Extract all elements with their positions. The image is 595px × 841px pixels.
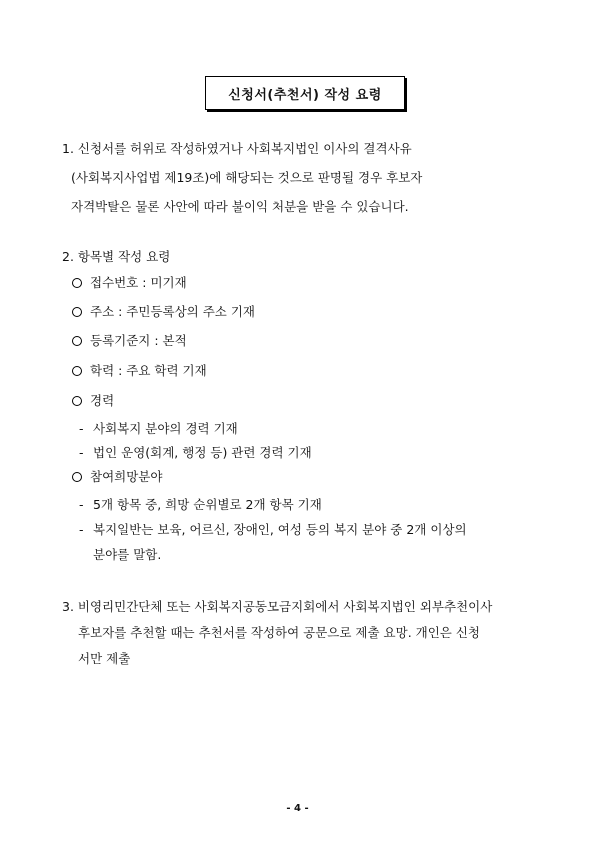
circle-bullet-icon — [72, 366, 82, 376]
section3-line-1: 3. 비영리민간단체 또는 사회복지공동모금지회에서 사회복지법인 외부추천이사 — [62, 599, 493, 614]
item-text: 주소 : 주민등록상의 주소 기재 — [90, 304, 256, 319]
circle-bullet-icon — [72, 307, 82, 317]
section3-line-2: 후보자를 추천할 때는 추천서를 작성하여 공문으로 제출 요망. 개인은 신청 — [78, 625, 480, 640]
section2-item-career — [72, 393, 114, 409]
section1-line-2: (사회복지사업법 제19조)에 해당되는 것으로 판명될 경우 후보자 — [71, 170, 423, 185]
item-text: 경력 — [90, 393, 115, 408]
section1-line-3: 자격박탈은 물론 사안에 따라 불이익 처분을 받을 수 있습니다. — [71, 199, 409, 214]
item-text: 참여희망분야 — [90, 469, 163, 484]
section1-line-1: 1. 신청서를 허위로 작성하였거나 사회복지법인 이사의 결격사유 — [62, 141, 412, 156]
circle-bullet-icon — [72, 472, 82, 482]
dash-bullet: - — [79, 497, 84, 512]
item-text: 학력 : 주요 학력 기재 — [90, 363, 207, 378]
circle-bullet-icon — [72, 278, 82, 288]
interest-detail-2: - 복지일반는 보육, 어르신, 장애인, 여성 등의 복지 분야 중 2개 이상의 — [79, 522, 467, 537]
section2-item-receipt — [72, 275, 187, 291]
dash-bullet: - — [79, 522, 84, 537]
page-number: - 4 - — [286, 803, 309, 814]
career-detail-2: - 법인 운영(회계, 행정 등) 관련 경력 기재 — [79, 445, 312, 460]
document-title: 신청서(추천서) 작성 요령 — [205, 76, 405, 110]
interest-detail-1: - 5개 항목 중, 희망 순위별로 2개 항목 기재 — [79, 497, 322, 512]
item-text: 등록기준지 : 본적 — [90, 333, 187, 348]
circle-bullet-icon — [72, 396, 82, 406]
section2-item-registry — [72, 333, 187, 349]
item-text: 접수번호 : 미기재 — [90, 275, 187, 290]
section3-line-3: 서만 제출 — [78, 651, 131, 666]
career-detail-1: - 사회복지 분야의 경력 기재 — [79, 421, 238, 436]
dash-bullet: - — [79, 445, 84, 460]
circle-bullet-icon — [72, 336, 82, 346]
interest-detail-continuation: 분야를 말함. — [93, 547, 162, 562]
section2-item-interest — [72, 469, 162, 485]
section2-item-education — [72, 363, 207, 379]
section2-heading: 2. 항목별 작성 요령 — [62, 249, 171, 264]
dash-bullet: - — [79, 421, 84, 436]
section2-item-address — [72, 304, 255, 320]
